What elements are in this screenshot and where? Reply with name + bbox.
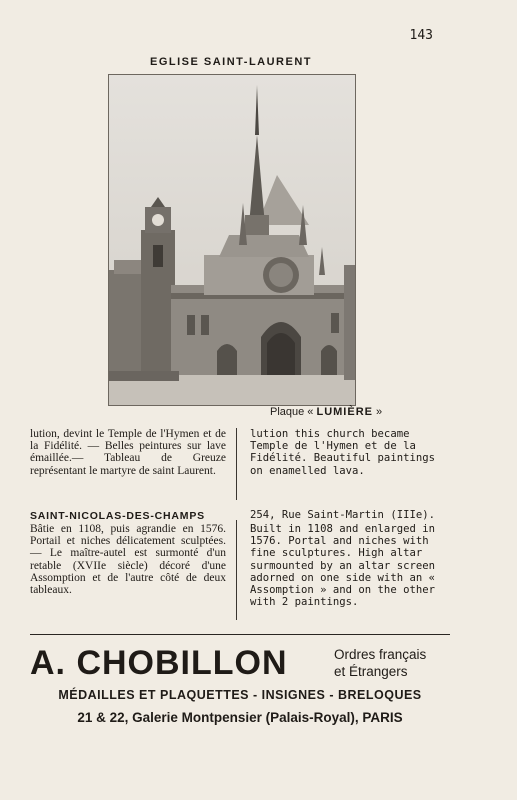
advert-address: 21 & 22, Galerie Montpensier (Palais-Royal), PARIS [77, 710, 403, 725]
entry-heading: SAINT-NICOLAS-DES-CHAMPS [30, 510, 205, 522]
advert-tagline-line-2: et Étrangers [334, 664, 408, 679]
page-number: 143 [409, 28, 433, 43]
french-continued-text [30, 428, 226, 477]
english-paragraph: lution this church became Temple de l'Hymen et de la Fidélité. Beautiful paintings on enamelled lava. [250, 428, 435, 477]
photo-credit-prefix: Plaque « [270, 406, 317, 418]
plate-title: EGLISE SAINT-LAURENT [149, 56, 312, 68]
advert-products: MÉDAILLES ET PLAQUETTES - INSIGNES - BRELOQUES [58, 688, 422, 702]
french-paragraph: Bâtie en 1108, puis agrandie en 1576. Portail et niches délicatement sculptées. — Le maître-autel est surmonté d'un retable (XVIIe siècle) décoré d'une Assomption et de l'autre côté de deux tableaux. [30, 523, 226, 597]
photo-credit-name: LUMIÈRE [316, 406, 373, 418]
column-divider [236, 428, 237, 500]
church-photograph [108, 74, 356, 406]
advert-divider [30, 634, 450, 635]
church-illustration [109, 75, 355, 405]
english-paragraph: Built in 1108 and enlarged in 1576. Portal and niches with fine sculptures. High altar surmounted by an altar screen adorned on one side with an « Assomption » and on the other with 2 paintings. [250, 523, 435, 609]
advert-tagline-line-1: Ordres français [334, 647, 427, 662]
column-divider [236, 520, 237, 620]
french-paragraph: lution, devint le Temple de l'Hymen et de la Fidélité. — Belles peintures sur lave émaillée.— Tableau de Greuze représentant le martyre de saint Laurent. [30, 428, 226, 477]
entry-address: 254, Rue Saint-Martin (IIIe). [250, 509, 435, 521]
advert-company-name: A. CHOBILLON [30, 644, 288, 682]
french-entry-text [30, 523, 226, 596]
english-continued-text [250, 428, 450, 477]
english-entry-text [250, 523, 450, 608]
photo-credit-suffix: » [372, 406, 383, 418]
photo-credit [270, 406, 382, 418]
advert-tagline [334, 646, 426, 680]
